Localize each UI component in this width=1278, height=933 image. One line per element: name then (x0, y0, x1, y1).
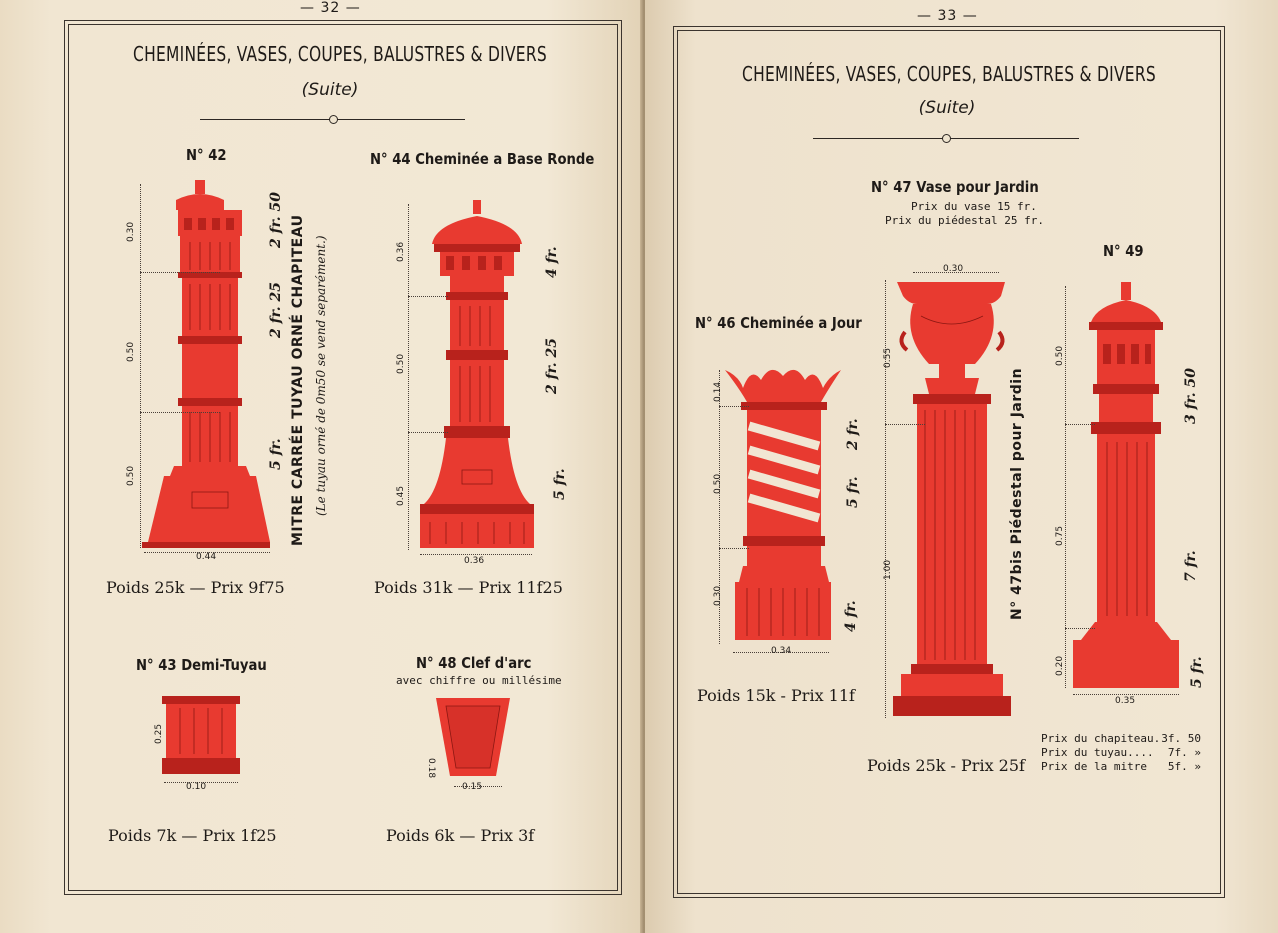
price-46-c: 4 fr. (843, 600, 859, 632)
price-list-row: Prix de la mitre 5f. » (1041, 760, 1201, 773)
item-48-subtitle: avec chiffre ou millésime (396, 674, 562, 687)
dim-44-b: 0.50 (396, 353, 406, 374)
dim-46-a: 0.14 (713, 381, 723, 402)
price-49-c: 5 fr. (1189, 656, 1205, 688)
dim-46-c: 0.30 (713, 585, 723, 606)
dim-49-d: 0.35 (1115, 696, 1136, 706)
dim-46-d: 0.34 (771, 646, 792, 656)
price-46-b: 5 fr. (845, 476, 861, 508)
weight-48: Poids 6k — Prix 3f (386, 826, 535, 845)
item-42-note: (Le tuyau orné de 0m50 se vend separément.) (314, 235, 328, 516)
item-47bis-caption: N° 47bis Piédestal pour Jardin (1009, 367, 1025, 620)
item-42-title: N° 42 (186, 146, 227, 164)
keystone-48-illustration (436, 698, 512, 780)
vase-pedestal-47-illustration (891, 276, 1013, 720)
dim-48-b: 0.15 (462, 782, 483, 792)
dim-48-a: 0.18 (426, 758, 436, 779)
dim-43-a: 0.25 (154, 723, 164, 744)
dim-47-c: 1.00 (883, 559, 893, 580)
item-47-pedestal-price: Prix du piédestal 25 fr. (885, 214, 1044, 227)
item-47-title: N° 47 Vase pour Jardin (871, 178, 1039, 196)
dim-49-b: 0.75 (1055, 525, 1065, 546)
price-list-row: Prix du chapiteau. 3f. 50 (1041, 732, 1201, 745)
half-pipe-43-illustration (160, 696, 242, 780)
dim-42-a: 0.30 (126, 221, 136, 242)
weight-47: Poids 25k - Prix 25f (867, 756, 1025, 775)
suite-label: (Suite) (918, 98, 976, 118)
price-42-a: 2 fr. 50 (268, 192, 284, 248)
page-number: — 32 — (300, 0, 361, 16)
chimney-49-illustration (1071, 282, 1181, 694)
openwork-chimney-46-illustration (725, 366, 843, 644)
weight-43: Poids 7k — Prix 1f25 (108, 826, 277, 845)
dim-47-b: 0.55 (883, 347, 893, 368)
item-49-title: N° 49 (1103, 242, 1144, 260)
dim-44-d: 0.36 (464, 556, 485, 566)
dim-49-c: 0.20 (1055, 655, 1065, 676)
price-49-b: 7 fr. (1183, 550, 1199, 582)
item-47-vase-price: Prix du vase 15 fr. (911, 200, 1037, 213)
weight-46: Poids 15k - Prix 11f (697, 686, 855, 705)
heading-rule (200, 119, 465, 120)
chimney-44-illustration (416, 200, 540, 556)
item-43-title: N° 43 Demi-Tuyau (136, 656, 267, 674)
dim-42-c: 0.50 (126, 465, 136, 486)
chimney-42-illustration (140, 180, 280, 552)
item-46-title: N° 46 Cheminée a Jour (695, 314, 862, 332)
page-number: — 33 — (917, 8, 978, 24)
page-heading: CHEMINÉES, VASES, COUPES, BALUSTRES & DIVERS (742, 62, 1156, 86)
price-42-c: 5 fr. (268, 438, 284, 470)
price-44-c: 5 fr. (552, 468, 568, 500)
heading-rule (813, 138, 1079, 139)
price-49-a: 3 fr. 50 (1183, 368, 1199, 424)
dim-42-d: 0.44 (196, 552, 217, 562)
dim-43-b: 0.10 (186, 782, 207, 792)
dim-49-a: 0.50 (1055, 345, 1065, 366)
item-48-title: N° 48 Clef d'arc (416, 654, 532, 672)
price-44-a: 4 fr. (544, 246, 560, 278)
weight-42: Poids 25k — Prix 9f75 (106, 578, 285, 597)
dim-44-a: 0.36 (396, 241, 406, 262)
item-42-caption: MITRE CARRÉE TUYAU ORNÉ CHAPITEAU (290, 214, 306, 546)
page-heading: CHEMINÉES, VASES, COUPES, BALUSTRES & DIVERS (133, 42, 547, 66)
item-44-title: N° 44 Cheminée a Base Ronde (370, 150, 595, 168)
page-33 (645, 0, 1278, 933)
suite-label: (Suite) (301, 80, 359, 100)
dim-46-b: 0.50 (713, 473, 723, 494)
dim-44-c: 0.45 (396, 485, 406, 506)
price-list-49 (1041, 732, 1201, 774)
price-42-b: 2 fr. 25 (268, 282, 284, 338)
price-46-a: 2 fr. (845, 418, 861, 450)
weight-44: Poids 31k — Prix 11f25 (374, 578, 563, 597)
dim-42-b: 0.50 (126, 341, 136, 362)
price-44-b: 2 fr. 25 (544, 338, 560, 394)
price-list-row: Prix du tuyau.... 7f. » (1041, 746, 1201, 759)
dim-47-a: 0.30 (943, 264, 964, 274)
